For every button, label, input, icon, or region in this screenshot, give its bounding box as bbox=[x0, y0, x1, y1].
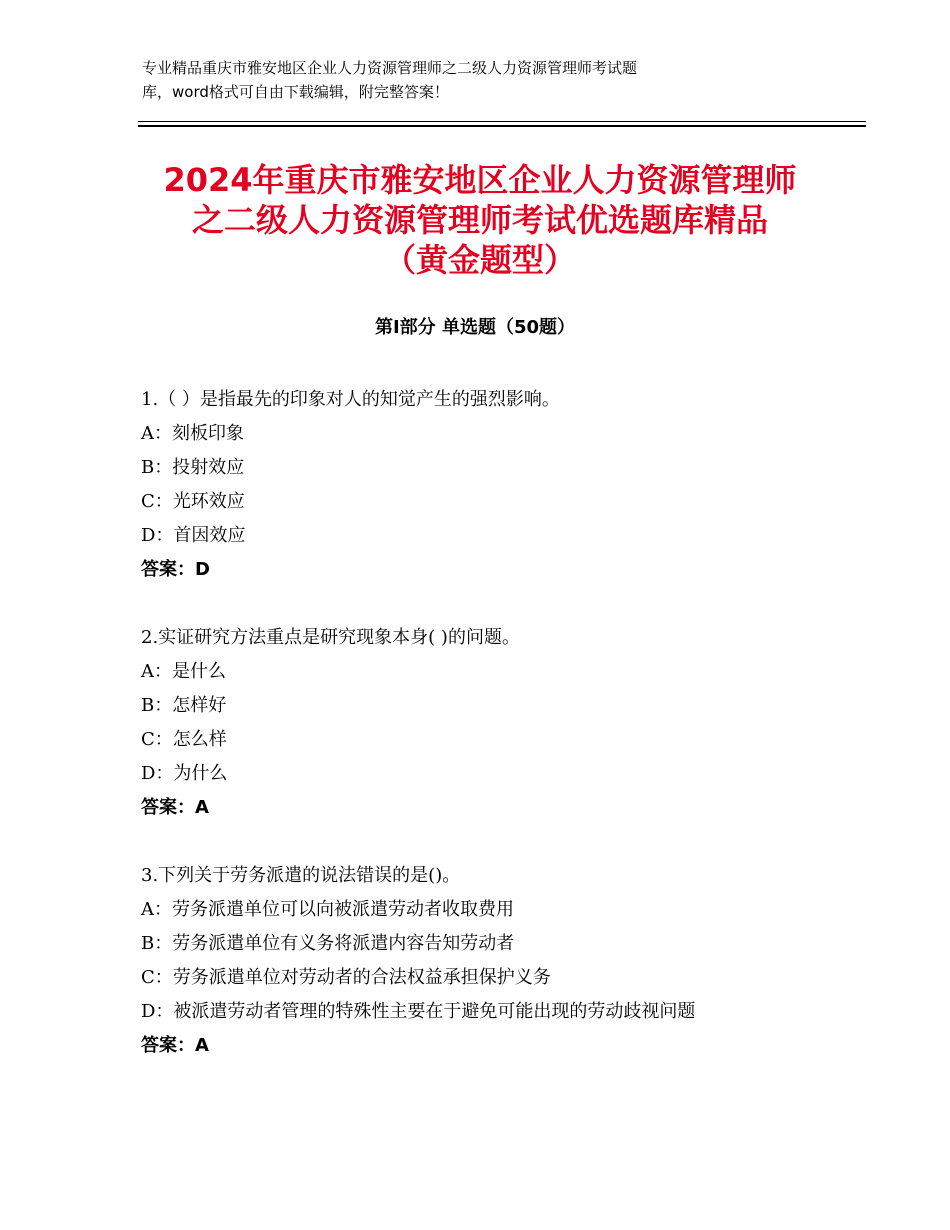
option-a: A：是什么 bbox=[141, 661, 226, 682]
option-d: D：首因效应 bbox=[141, 525, 246, 546]
title-line-1: 2024年重庆市雅安地区企业人力资源管理师 bbox=[163, 161, 797, 199]
option-b: B：怎样好 bbox=[141, 695, 227, 716]
option-d: D：被派遣劳动者管理的特殊性主要在于避免可能出现的劳动歧视问题 bbox=[141, 1001, 696, 1022]
question-2 bbox=[141, 621, 841, 825]
option-a: A：刻板印象 bbox=[141, 423, 244, 444]
option-c: C：光环效应 bbox=[141, 491, 245, 512]
question-stem: 2.实证研究方法重点是研究现象本身( )的问题。 bbox=[141, 627, 520, 648]
header-divider-thin bbox=[138, 121, 866, 122]
option-c: C：怎么样 bbox=[141, 729, 227, 750]
title-line-2: 之二级人力资源管理师考试优选题库精品 bbox=[191, 201, 768, 239]
document-title bbox=[110, 160, 850, 280]
answer: 答案：A bbox=[141, 1035, 209, 1056]
question-3 bbox=[141, 859, 841, 1063]
option-a: A：劳务派遣单位可以向被派遣劳动者收取费用 bbox=[141, 899, 514, 920]
option-d: D：为什么 bbox=[141, 763, 228, 784]
option-c: C：劳务派遣单位对劳动者的合法权益承担保护义务 bbox=[141, 967, 551, 988]
option-b: B：投射效应 bbox=[141, 457, 245, 478]
section-title: 第Ⅰ部分 单选题（50题） bbox=[374, 317, 575, 338]
answer: 答案：A bbox=[141, 797, 209, 818]
question-1 bbox=[141, 383, 841, 587]
option-b: B：劳务派遣单位有义务将派遣内容告知劳动者 bbox=[141, 933, 515, 954]
question-list bbox=[141, 383, 841, 1097]
answer: 答案：D bbox=[141, 559, 210, 580]
title-line-3: （黄金题型） bbox=[383, 241, 576, 279]
question-stem: 1.（ ）是指最先的印象对人的知觉产生的强烈影响。 bbox=[141, 389, 560, 410]
header-divider-thick bbox=[138, 125, 866, 127]
question-stem: 3.下列关于劳务派遣的说法错误的是()。 bbox=[141, 865, 461, 886]
header-note: 专业精品重庆市雅安地区企业人力资源管理师之二级人力资源管理师考试题 库，word格式可自由下载编辑，附完整答案！ bbox=[142, 59, 638, 101]
